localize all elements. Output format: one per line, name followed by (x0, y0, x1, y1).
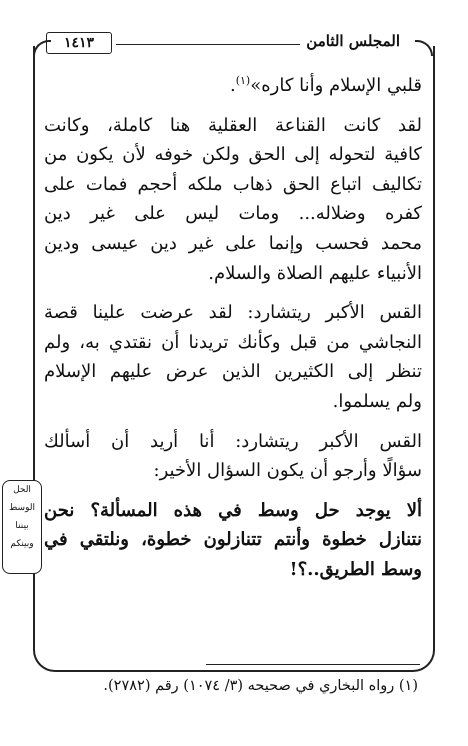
text-line: النجاشي من قبل وكأنك تريدنا أن نقتدي به، ولم (44, 331, 422, 353)
text-line: ولم يسلموا. (332, 390, 422, 412)
header-rule (116, 44, 300, 45)
margin-note-line: الحل (13, 485, 31, 495)
footnote: (١) رواه البخاري في صحيحه (٣/ ١٠٧٤) رقم (٢٧٨٢). (103, 678, 418, 694)
text-line: الأنبياء عليهم الصلاة والسلام. (208, 262, 422, 284)
text-line: لقد كانت القناعة العقلية هنا كاملة، وكانت (44, 114, 422, 136)
paragraph-2 (44, 111, 422, 289)
text-line: كفره وضلاله... ومات ليس على غير دين (44, 203, 422, 225)
text-line: تنظر إلى الكثيرين الذين عرض عليهم الإسلام (44, 361, 422, 383)
text-line: وسط الطريق..؟! (289, 558, 422, 580)
text-line: نتنازل خطوة وأنتم تتنازلون خطوة، ونلتقي في (44, 529, 422, 551)
margin-note-line: وبينكم (10, 539, 34, 549)
paragraph-1 (44, 66, 422, 101)
text-line: قلبي الإسلام وأنا كاره»$^{(١)}$. (229, 74, 422, 96)
text-line: محمد فحسب وإنما على غير دين عيسى ودين (44, 232, 422, 254)
footnote-rule (206, 664, 420, 665)
paragraph-5 (44, 496, 422, 585)
paragraph-3 (44, 298, 422, 416)
text-line: كافية لتحوله إلى الحق ولكن خوفه لأن يكون من (44, 144, 422, 166)
chapter-title: المجلس الثامن (300, 32, 406, 50)
text-line: القس الأكبر ريتشارد: لقد عرضت علينا قصة (44, 302, 422, 324)
margin-note-line: الوسط (9, 503, 35, 513)
margin-note-line: بيننا (15, 521, 29, 531)
text-line: سؤالًا وأرجو أن يكون السؤال الأخير: (153, 460, 422, 482)
page-number: ١٤١٣ (46, 32, 112, 54)
paragraph-4 (44, 427, 422, 486)
margin-note (2, 480, 42, 574)
footnote-marker: (١) (235, 74, 251, 87)
text-line: تكاليف اتباع الحق ذهاب ملكه أحجم فمات على (44, 173, 422, 195)
body-text (44, 66, 422, 585)
text-line: ألا يوجد حل وسط في هذه المسألة؟ نحن (44, 499, 422, 521)
text-line: القس الأكبر ريتشارد: أنا أريد أن أسألك (44, 430, 422, 452)
